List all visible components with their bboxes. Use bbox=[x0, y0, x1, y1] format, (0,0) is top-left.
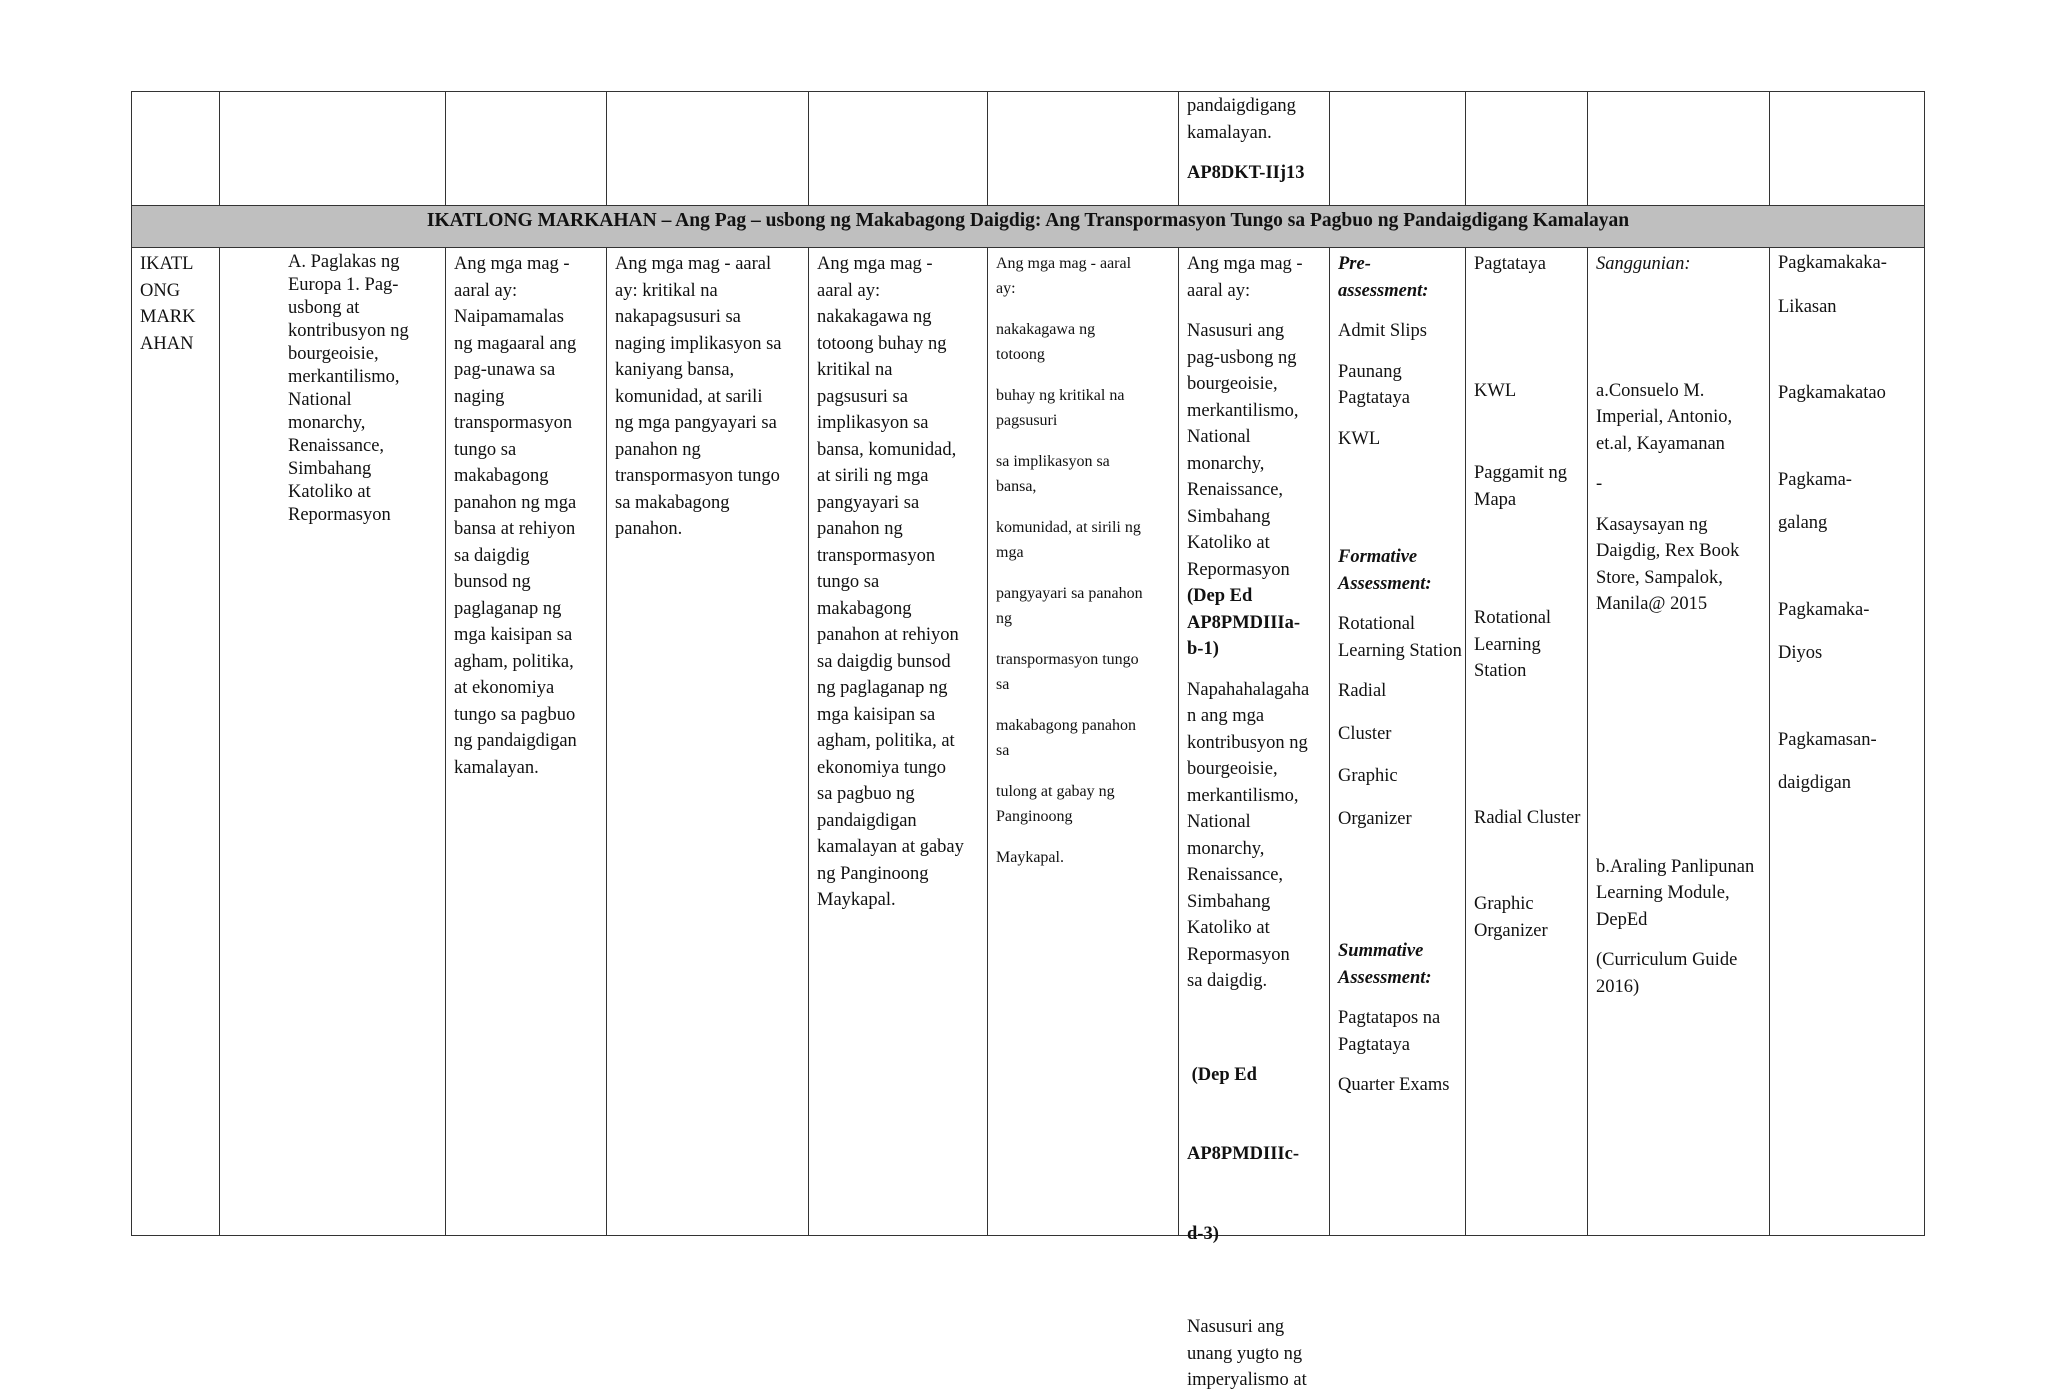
activity-item: Radial Cluster bbox=[1474, 807, 1581, 828]
transfer-task-item bbox=[996, 845, 1174, 870]
content-standard-line: pag-unawa sa bbox=[454, 360, 556, 380]
value-line: Pagkamakatao bbox=[1778, 383, 1886, 403]
quarter-text-line: AHAN bbox=[140, 333, 194, 354]
content-line: Renaissance, bbox=[288, 436, 385, 456]
column-divider bbox=[1465, 248, 1466, 1235]
assessment-item: Organizer bbox=[1338, 808, 1412, 829]
performance-standard-cell bbox=[615, 251, 805, 543]
content-line: monarchy, bbox=[288, 413, 366, 433]
content-standard-line: aaral ay: bbox=[454, 280, 518, 301]
competency-item bbox=[1187, 1314, 1327, 1394]
quarter-band-header bbox=[132, 205, 1924, 248]
column-divider bbox=[445, 248, 446, 1235]
transfer-goal-line: agham, politika, at bbox=[817, 731, 955, 751]
value-line: Pagkamaka- bbox=[1778, 599, 1870, 620]
transfer-goal-line: panahon ng bbox=[817, 519, 903, 539]
heading-line: Assessment: bbox=[1338, 573, 1432, 594]
column-divider bbox=[606, 92, 607, 205]
formative-assessment-heading bbox=[1338, 544, 1463, 597]
assessment-item: Graphic bbox=[1338, 766, 1398, 786]
resources-heading: Sanggunian: bbox=[1596, 254, 1691, 274]
content-standard-line: makabagong bbox=[454, 466, 549, 486]
transfer-task-line: totoong bbox=[996, 346, 1045, 363]
transfer-task-cell bbox=[996, 251, 1174, 870]
competency-line: imperyalismo at bbox=[1187, 1370, 1307, 1390]
performance-standard-line: komunidad, at sarili bbox=[615, 386, 763, 407]
quarter-text-line: IKATL bbox=[140, 254, 194, 274]
transfer-goal-line: Ang mga mag - bbox=[817, 254, 933, 274]
content-line: usbong at bbox=[288, 298, 360, 318]
transfer-task-item bbox=[996, 647, 1174, 697]
heading-line: Assessment: bbox=[1338, 967, 1432, 988]
transfer-goal-line: ng paglaganap ng bbox=[817, 678, 948, 698]
competency-line: Katoliko at bbox=[1187, 918, 1270, 938]
performance-standard-line: panahon ng bbox=[615, 439, 701, 460]
performance-standard-line: ay: kritikal na bbox=[615, 280, 718, 301]
content-line: Katoliko at bbox=[288, 482, 371, 502]
content-line: Simbahang bbox=[288, 459, 372, 479]
transfer-task-line: makabagong panahon bbox=[996, 717, 1136, 734]
transfer-goal-line: makabagong bbox=[817, 598, 912, 619]
column-divider bbox=[1329, 92, 1330, 205]
transfer-goal-line: sa pagbuo ng bbox=[817, 784, 915, 804]
column-divider bbox=[808, 92, 809, 205]
content-standard-line: agham, politika, bbox=[454, 651, 574, 672]
performance-standard-line: kaniyang bansa, bbox=[615, 360, 735, 380]
competency-line: Napahahalagaha bbox=[1187, 679, 1310, 700]
competency-line: bourgeoisie, bbox=[1187, 374, 1278, 394]
assessment-item: Paunang Pagtataya bbox=[1338, 361, 1410, 408]
transfer-task-line: sa bbox=[996, 676, 1010, 693]
resource-item: (Curriculum Guide 2016) bbox=[1596, 950, 1738, 997]
activity-item: KWL bbox=[1474, 380, 1517, 401]
competency-item bbox=[1187, 318, 1327, 583]
column-divider bbox=[1587, 92, 1588, 205]
column-divider bbox=[1769, 248, 1770, 1235]
assessment-cell bbox=[1338, 251, 1463, 1099]
competency-line: Nasusuri ang bbox=[1187, 1317, 1285, 1337]
transfer-goal-line: tungo sa bbox=[817, 572, 880, 592]
transfer-task-line: tulong at gabay ng bbox=[996, 783, 1115, 800]
transfer-task-line: Maykapal. bbox=[996, 849, 1064, 866]
competency-line: National bbox=[1187, 812, 1251, 832]
competency-line: Simbahang bbox=[1187, 506, 1271, 527]
transfer-goal-line: kamalayan at gabay bbox=[817, 837, 964, 857]
competency-line: aaral ay: bbox=[1187, 280, 1251, 301]
assessment-item: KWL bbox=[1338, 428, 1381, 449]
resource-dash: - bbox=[1596, 474, 1603, 494]
content-standard-line: kamalayan. bbox=[454, 757, 539, 778]
assessment-item: Admit Slips bbox=[1338, 321, 1427, 341]
column-divider bbox=[1178, 92, 1179, 205]
transfer-task-line: Panginoong bbox=[996, 808, 1073, 825]
content-line: kontribusyon ng bbox=[288, 321, 409, 341]
column-divider bbox=[445, 92, 446, 205]
transfer-task-line: sa implikasyon sa bbox=[996, 453, 1110, 470]
activity-item: Paggamit ng Mapa bbox=[1474, 463, 1568, 510]
performance-standard-line: naging implikasyon sa bbox=[615, 333, 782, 354]
quarter-text-line: ONG bbox=[140, 280, 181, 301]
transfer-task-line: pangyayari sa panahon bbox=[996, 585, 1143, 602]
transfer-task-line: pagsusuri bbox=[996, 412, 1058, 429]
competency-code-line: AP8PMDIIIa- bbox=[1187, 612, 1301, 633]
value-line: Diyos bbox=[1778, 643, 1823, 663]
transfer-task-item bbox=[996, 449, 1174, 499]
content-line: bourgeoisie, bbox=[288, 344, 379, 364]
transfer-task-item bbox=[996, 581, 1174, 631]
transfer-goal-line: pagsusuri sa bbox=[817, 386, 908, 407]
content-standard-line: bansa at rehiyon bbox=[454, 519, 576, 539]
activity-item: Rotational Learning Station bbox=[1474, 608, 1552, 681]
transfer-goal-line: panahon at rehiyon bbox=[817, 625, 959, 645]
resources-cell bbox=[1596, 251, 1766, 1000]
competency-line: n ang mga bbox=[1187, 706, 1265, 726]
competency-code-line: d-3) bbox=[1187, 1223, 1219, 1244]
competencies-cell bbox=[1187, 251, 1327, 1394]
activity-item: Pagtataya bbox=[1474, 254, 1546, 274]
values-cell bbox=[1778, 242, 1918, 806]
transfer-task-line: bansa, bbox=[996, 478, 1037, 495]
column-divider bbox=[808, 248, 809, 1235]
competency-code-line: b-1) bbox=[1187, 639, 1219, 659]
transfer-task-line: komunidad, at sirili ng bbox=[996, 519, 1141, 536]
content-line: Europa 1. Pag- bbox=[288, 275, 399, 295]
competency-continuation-line: kamalayan. bbox=[1187, 122, 1272, 143]
value-line: daigdigan bbox=[1778, 773, 1851, 793]
transfer-task-line: Ang mga mag - aaral bbox=[996, 255, 1132, 272]
competency-line: Nasusuri ang bbox=[1187, 321, 1285, 341]
column-divider bbox=[987, 248, 988, 1235]
assessment-item: Pagtatapos na Pagtataya bbox=[1338, 1008, 1441, 1055]
content-standard-cell bbox=[454, 251, 604, 781]
continuation-row bbox=[132, 92, 1924, 205]
column-divider bbox=[219, 92, 220, 205]
column-divider bbox=[606, 248, 607, 1235]
content-standard-line: Naipamamalas bbox=[454, 307, 564, 327]
transfer-goal-line: totoong buhay ng bbox=[817, 333, 947, 354]
competency-code-line: (Dep Ed bbox=[1187, 1064, 1257, 1085]
transfer-task-intro bbox=[996, 251, 1174, 301]
quarter-row bbox=[132, 248, 1924, 1390]
competency-line: Ang mga mag - bbox=[1187, 254, 1303, 274]
column-divider bbox=[1465, 92, 1466, 205]
heading-line: Summative bbox=[1338, 941, 1424, 961]
competency-line: bourgeoisie, bbox=[1187, 759, 1278, 779]
heading-line: Pre- bbox=[1338, 254, 1371, 274]
transfer-goal-line: sa daigdig bunsod bbox=[817, 651, 951, 672]
competency-line: monarchy, bbox=[1187, 838, 1265, 859]
competency-line: Renaissance, bbox=[1187, 480, 1284, 500]
transfer-task-line: sa bbox=[996, 742, 1010, 759]
content-standard-line: ng pandaigdigan bbox=[454, 731, 577, 751]
column-divider bbox=[1587, 248, 1588, 1235]
content-standard-line: tungo sa pagbuo bbox=[454, 704, 576, 725]
transfer-task-line: transpormasyon tungo bbox=[996, 651, 1139, 668]
transfer-goal-line: bansa, komunidad, bbox=[817, 439, 957, 460]
resource-item: a.Consuelo M. Imperial, Antonio, et.al, Kayamanan bbox=[1596, 380, 1733, 454]
competency-line: Renaissance, bbox=[1187, 865, 1284, 885]
resource-item: Kasaysayan ng Daigdig, Rex Book Store, Sampalok, Manila@ 2015 bbox=[1596, 514, 1740, 614]
content-line: National bbox=[288, 390, 352, 410]
transfer-task-line: nakakagawa ng bbox=[996, 321, 1096, 338]
competency-line: sa daigdig. bbox=[1187, 971, 1268, 991]
content-standard-line: Ang mga mag - bbox=[454, 254, 570, 274]
content-standard-line: tungo sa bbox=[454, 439, 517, 460]
value-line: Pagkamasan- bbox=[1778, 729, 1877, 750]
competency-line: pag-usbong ng bbox=[1187, 347, 1297, 368]
transfer-goal-line: mga kaisipan sa bbox=[817, 704, 936, 725]
competency-line: Repormasyon bbox=[1187, 559, 1290, 580]
transfer-task-item bbox=[996, 515, 1174, 565]
transfer-goal-line: transpormasyon bbox=[817, 545, 936, 566]
competency-line: kontribusyon ng bbox=[1187, 732, 1308, 753]
competency-line: Repormasyon bbox=[1187, 944, 1290, 965]
performance-standard-line: Ang mga mag - aaral bbox=[615, 254, 772, 274]
assessment-item: Radial bbox=[1338, 681, 1387, 701]
content-line: A. Paglakas ng bbox=[288, 252, 400, 272]
competency-line: Katoliko at bbox=[1187, 533, 1270, 553]
competency-line: merkantilismo, bbox=[1187, 400, 1299, 421]
transfer-task-line: ay: bbox=[996, 280, 1016, 297]
transfer-task-line: mga bbox=[996, 544, 1024, 561]
content-standard-line: ng magaaral ang bbox=[454, 333, 577, 354]
activity-item: Graphic Organizer bbox=[1474, 894, 1548, 941]
competency-continuation-line: pandaigdigang bbox=[1187, 96, 1296, 116]
transfer-task-line: buhay ng kritikal na bbox=[996, 387, 1125, 404]
competency-item bbox=[1187, 677, 1327, 995]
competency-code-line: AP8PMDIIIc- bbox=[1187, 1144, 1300, 1164]
value-line: galang bbox=[1778, 513, 1828, 533]
column-divider bbox=[1178, 248, 1179, 1235]
competency-line: unang yugto ng bbox=[1187, 1343, 1303, 1364]
competency-line: Simbahang bbox=[1187, 891, 1271, 912]
competency-continuation-cell bbox=[1187, 92, 1322, 187]
value-line: Pagkamakaka- bbox=[1778, 253, 1887, 273]
transfer-task-item bbox=[996, 317, 1174, 367]
value-line: Likasan bbox=[1778, 296, 1837, 317]
content-standard-line: bunsod ng bbox=[454, 572, 531, 592]
transfer-goal-line: pangyayari sa bbox=[817, 492, 920, 513]
transfer-task-item bbox=[996, 713, 1174, 763]
competency-code bbox=[1187, 583, 1327, 663]
column-divider bbox=[987, 92, 988, 205]
activities-cell bbox=[1474, 251, 1584, 944]
competency-line: National bbox=[1187, 427, 1251, 447]
column-divider bbox=[1329, 248, 1330, 1235]
transfer-goal-line: Maykapal. bbox=[817, 890, 896, 910]
quarter-cell bbox=[140, 251, 215, 357]
competency-code: AP8DKT-IIj13 bbox=[1187, 163, 1305, 183]
transfer-task-item bbox=[996, 383, 1174, 433]
transfer-goal-line: nakakagawa ng bbox=[817, 307, 932, 327]
value-line: Pagkama- bbox=[1778, 469, 1852, 490]
content-cell bbox=[288, 251, 438, 527]
content-standard-line: naging bbox=[454, 386, 505, 407]
content-standard-line: paglaganap ng bbox=[454, 598, 562, 619]
transfer-goal-cell bbox=[817, 251, 985, 914]
pre-assessment-heading bbox=[1338, 251, 1463, 304]
content-standard-line: at ekonomiya bbox=[454, 678, 555, 698]
heading-line: assessment: bbox=[1338, 280, 1429, 301]
quarter-band-title: IKATLONG MARKAHAN – Ang Pag – usbong ng Makabagong Daigdig: Ang Transpormasyon Tungo sa Pagbuo ng Pandaigdigang Kamalayan bbox=[426, 210, 1630, 231]
performance-standard-line: panahon. bbox=[615, 519, 683, 539]
competency-line: merkantilismo, bbox=[1187, 785, 1299, 806]
transfer-goal-line: aaral ay: bbox=[817, 280, 881, 301]
performance-standard-line: sa makabagong bbox=[615, 492, 730, 513]
heading-line: Formative bbox=[1338, 547, 1418, 567]
transfer-task-item bbox=[996, 779, 1174, 829]
content-standard-line: sa daigdig bbox=[454, 545, 530, 566]
transfer-goal-line: at sirili ng mga bbox=[817, 466, 929, 486]
transfer-goal-line: kritikal na bbox=[817, 360, 893, 380]
performance-standard-line: ng mga pangyayari sa bbox=[615, 413, 777, 433]
resource-item: b.Araling Panlipunan Learning Module, DepEd bbox=[1596, 856, 1755, 930]
transfer-goal-line: ng Panginoong bbox=[817, 863, 929, 884]
assessment-item: Rotational Learning Station bbox=[1338, 614, 1462, 661]
assessment-item: Quarter Exams bbox=[1338, 1075, 1450, 1095]
content-standard-line: panahon ng mga bbox=[454, 492, 577, 513]
transfer-goal-line: implikasyon sa bbox=[817, 413, 929, 433]
competency-code-line: (Dep Ed bbox=[1187, 586, 1253, 606]
performance-standard-line: nakapagsusuri sa bbox=[615, 307, 741, 327]
summative-assessment-heading bbox=[1338, 938, 1463, 991]
transfer-task-line: ng bbox=[996, 610, 1012, 627]
assessment-item: Cluster bbox=[1338, 723, 1392, 744]
quarter-text-line: MARK bbox=[140, 307, 196, 327]
transfer-goal-line: pandaigdigan bbox=[817, 810, 917, 831]
competency-line: monarchy, bbox=[1187, 453, 1265, 474]
column-divider bbox=[219, 248, 220, 1235]
curriculum-map-table bbox=[131, 91, 1925, 1390]
content-standard-line: mga kaisipan sa bbox=[454, 625, 573, 645]
performance-standard-line: transpormasyon tungo bbox=[615, 466, 780, 486]
column-divider bbox=[1769, 92, 1770, 205]
content-line: Repormasyon bbox=[288, 505, 391, 525]
competency-code bbox=[1187, 1009, 1327, 1301]
content-line: merkantilismo, bbox=[288, 367, 400, 387]
content-standard-line: transpormasyon bbox=[454, 413, 573, 433]
transfer-goal-line: ekonomiya tungo bbox=[817, 757, 946, 778]
